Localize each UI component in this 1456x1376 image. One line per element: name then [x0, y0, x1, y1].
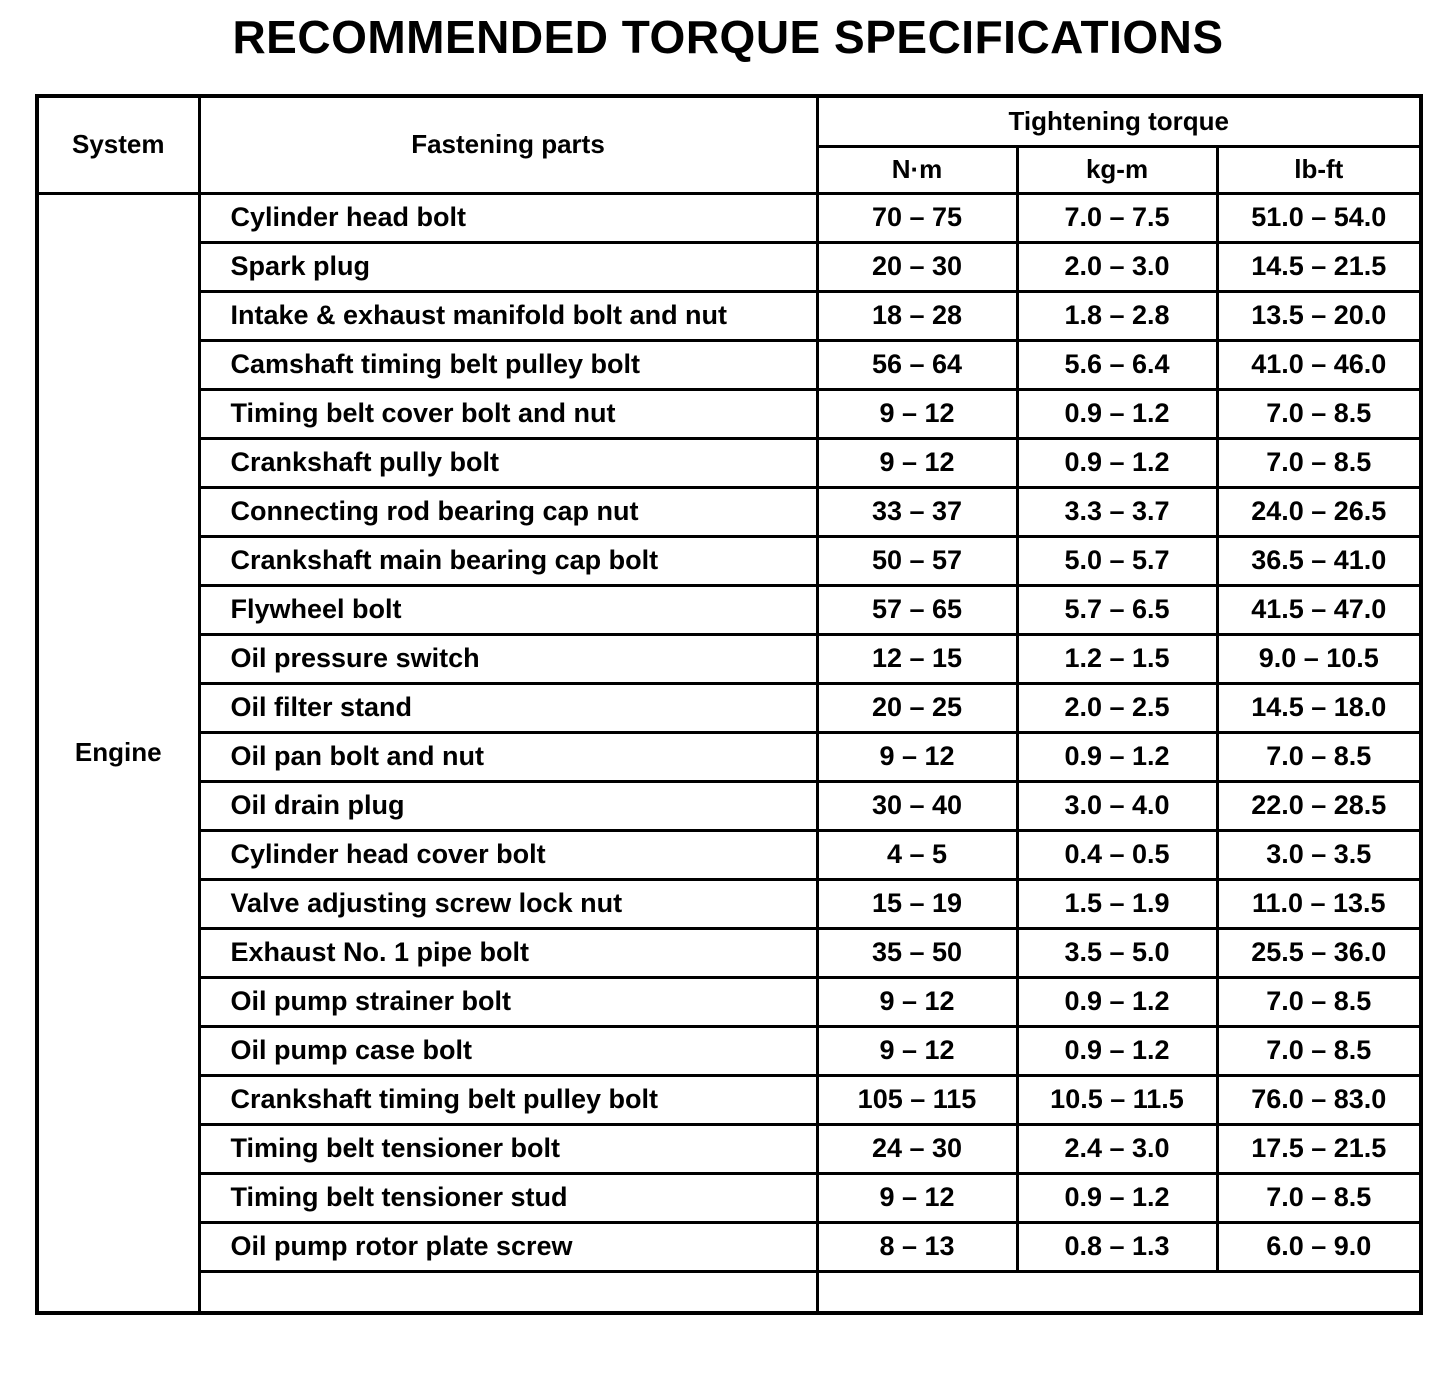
- torque-kgm-cell: 7.0 – 7.5: [1017, 193, 1217, 242]
- torque-lbft-cell: 3.0 – 3.5: [1217, 830, 1421, 879]
- table-row: [37, 340, 1421, 389]
- table-row: [37, 242, 1421, 291]
- torque-kgm-cell: 5.6 – 6.4: [1017, 340, 1217, 389]
- lbft-header: lb-ft: [1217, 146, 1421, 193]
- kgm-header: kg-m: [1017, 146, 1217, 193]
- fastening-part-cell: Timing belt tensioner stud: [199, 1173, 817, 1222]
- torque-nm-cell: 9 – 12: [817, 1173, 1017, 1222]
- table-row: [37, 977, 1421, 1026]
- tightening-torque-header: Tightening torque: [817, 96, 1421, 146]
- table-row: [37, 389, 1421, 438]
- torque-nm-cell: 70 – 75: [817, 193, 1017, 242]
- fastening-part-cell: Oil filter stand: [199, 683, 817, 732]
- nm-header: N·m: [817, 146, 1017, 193]
- fastening-part-cell: Spark plug: [199, 242, 817, 291]
- fastening-part-cell: Cylinder head cover bolt: [199, 830, 817, 879]
- torque-kgm-cell: 2.0 – 3.0: [1017, 242, 1217, 291]
- table-row: [37, 1075, 1421, 1124]
- fastening-part-cell: Oil pan bolt and nut: [199, 732, 817, 781]
- torque-nm-cell: 15 – 19: [817, 879, 1017, 928]
- fastening-part-cell: Valve adjusting screw lock nut: [199, 879, 817, 928]
- torque-kgm-cell: 10.5 – 11.5: [1017, 1075, 1217, 1124]
- fastening-part-cell: Oil pump strainer bolt: [199, 977, 817, 1026]
- table-row: [37, 879, 1421, 928]
- torque-nm-cell: 20 – 30: [817, 242, 1017, 291]
- table-row: [37, 732, 1421, 781]
- torque-kgm-cell: 5.0 – 5.7: [1017, 536, 1217, 585]
- torque-lbft-cell: 11.0 – 13.5: [1217, 879, 1421, 928]
- torque-kgm-cell: 1.5 – 1.9: [1017, 879, 1217, 928]
- torque-lbft-cell: 41.0 – 46.0: [1217, 340, 1421, 389]
- fastening-part-cell: Oil pressure switch: [199, 634, 817, 683]
- torque-lbft-cell: 14.5 – 18.0: [1217, 683, 1421, 732]
- torque-nm-cell: 56 – 64: [817, 340, 1017, 389]
- torque-lbft-cell: 6.0 – 9.0: [1217, 1222, 1421, 1271]
- torque-nm-cell: 33 – 37: [817, 487, 1017, 536]
- fastening-part-cell: Cylinder head bolt: [199, 193, 817, 242]
- torque-lbft-cell: 7.0 – 8.5: [1217, 977, 1421, 1026]
- page-title: RECOMMENDED TORQUE SPECIFICATIONS: [232, 11, 1224, 63]
- torque-kgm-cell: 5.7 – 6.5: [1017, 585, 1217, 634]
- torque-kgm-cell: 0.8 – 1.3: [1017, 1222, 1217, 1271]
- table-row: [37, 683, 1421, 732]
- fastening-part-cell: Camshaft timing belt pulley bolt: [199, 340, 817, 389]
- fastening-part-cell: Exhaust No. 1 pipe bolt: [199, 928, 817, 977]
- fastening-part-cell: Connecting rod bearing cap nut: [199, 487, 817, 536]
- torque-lbft-cell: 7.0 – 8.5: [1217, 438, 1421, 487]
- torque-lbft-cell: 41.5 – 47.0: [1217, 585, 1421, 634]
- fastening-part-cell: Crankshaft pully bolt: [199, 438, 817, 487]
- torque-lbft-cell: 36.5 – 41.0: [1217, 536, 1421, 585]
- torque-nm-cell: 12 – 15: [817, 634, 1017, 683]
- torque-nm-cell: 105 – 115: [817, 1075, 1017, 1124]
- torque-lbft-cell: 14.5 – 21.5: [1217, 242, 1421, 291]
- table-row: [37, 585, 1421, 634]
- torque-nm-cell: 8 – 13: [817, 1222, 1017, 1271]
- torque-lbft-cell: 7.0 – 8.5: [1217, 389, 1421, 438]
- torque-nm-cell: 9 – 12: [817, 438, 1017, 487]
- torque-lbft-cell: 25.5 – 36.0: [1217, 928, 1421, 977]
- torque-spec-table: [35, 94, 1423, 1315]
- torque-kgm-cell: 3.3 – 3.7: [1017, 487, 1217, 536]
- torque-kgm-cell: 0.4 – 0.5: [1017, 830, 1217, 879]
- table-row: [37, 1124, 1421, 1173]
- torque-nm-cell: 9 – 12: [817, 1026, 1017, 1075]
- table-row: [37, 438, 1421, 487]
- torque-nm-cell: 50 – 57: [817, 536, 1017, 585]
- torque-lbft-cell: 51.0 – 54.0: [1217, 193, 1421, 242]
- table-body: [37, 193, 1421, 1313]
- table-row: [37, 1173, 1421, 1222]
- torque-nm-cell: 9 – 12: [817, 389, 1017, 438]
- system-header: System: [37, 96, 199, 193]
- fastening-part-cell: Oil drain plug: [199, 781, 817, 830]
- torque-lbft-cell: 13.5 – 20.0: [1217, 291, 1421, 340]
- torque-nm-cell: 20 – 25: [817, 683, 1017, 732]
- table-row: [37, 193, 1421, 242]
- table-row: [37, 781, 1421, 830]
- torque-nm-cell: 18 – 28: [817, 291, 1017, 340]
- fastening-part-cell: Oil pump case bolt: [199, 1026, 817, 1075]
- torque-kgm-cell: 3.0 – 4.0: [1017, 781, 1217, 830]
- fastening-part-cell: Flywheel bolt: [199, 585, 817, 634]
- torque-lbft-cell: 24.0 – 26.5: [1217, 487, 1421, 536]
- torque-lbft-cell: 9.0 – 10.5: [1217, 634, 1421, 683]
- torque-kgm-cell: 0.9 – 1.2: [1017, 389, 1217, 438]
- system-cell: Engine: [37, 193, 199, 1313]
- torque-nm-cell: 30 – 40: [817, 781, 1017, 830]
- torque-kgm-cell: 0.9 – 1.2: [1017, 732, 1217, 781]
- torque-kgm-cell: 1.8 – 2.8: [1017, 291, 1217, 340]
- torque-lbft-cell: 22.0 – 28.5: [1217, 781, 1421, 830]
- torque-kgm-cell: 0.9 – 1.2: [1017, 1173, 1217, 1222]
- torque-lbft-cell: 7.0 – 8.5: [1217, 732, 1421, 781]
- torque-lbft-cell: 17.5 – 21.5: [1217, 1124, 1421, 1173]
- fastening-part-cell: Timing belt tensioner bolt: [199, 1124, 817, 1173]
- table-row: [37, 830, 1421, 879]
- torque-kgm-cell: 2.4 – 3.0: [1017, 1124, 1217, 1173]
- torque-kgm-cell: 2.0 – 2.5: [1017, 683, 1217, 732]
- fastening-part-cell: Intake & exhaust manifold bolt and nut: [199, 291, 817, 340]
- fastening-parts-header: Fastening parts: [199, 96, 817, 193]
- empty-cell: [817, 1271, 1421, 1313]
- torque-lbft-cell: 7.0 – 8.5: [1217, 1026, 1421, 1075]
- torque-nm-cell: 57 – 65: [817, 585, 1017, 634]
- torque-lbft-cell: 7.0 – 8.5: [1217, 1173, 1421, 1222]
- table-row: [37, 291, 1421, 340]
- table-row: [37, 928, 1421, 977]
- torque-lbft-cell: 76.0 – 83.0: [1217, 1075, 1421, 1124]
- fastening-part-cell: Timing belt cover bolt and nut: [199, 389, 817, 438]
- torque-nm-cell: 35 – 50: [817, 928, 1017, 977]
- torque-kgm-cell: 0.9 – 1.2: [1017, 977, 1217, 1026]
- torque-kgm-cell: 0.9 – 1.2: [1017, 1026, 1217, 1075]
- fastening-part-cell: Crankshaft main bearing cap bolt: [199, 536, 817, 585]
- torque-nm-cell: 9 – 12: [817, 977, 1017, 1026]
- torque-nm-cell: 24 – 30: [817, 1124, 1017, 1173]
- empty-cell: [199, 1271, 817, 1313]
- fastening-part-cell: Oil pump rotor plate screw: [199, 1222, 817, 1271]
- table-row: [37, 487, 1421, 536]
- torque-nm-cell: 9 – 12: [817, 732, 1017, 781]
- torque-kgm-cell: 1.2 – 1.5: [1017, 634, 1217, 683]
- table-row: [37, 1026, 1421, 1075]
- torque-kgm-cell: 3.5 – 5.0: [1017, 928, 1217, 977]
- torque-kgm-cell: 0.9 – 1.2: [1017, 438, 1217, 487]
- empty-row: [37, 1271, 1421, 1313]
- table-row: [37, 1222, 1421, 1271]
- torque-nm-cell: 4 – 5: [817, 830, 1017, 879]
- table-row: [37, 536, 1421, 585]
- fastening-part-cell: Crankshaft timing belt pulley bolt: [199, 1075, 817, 1124]
- table-row: [37, 634, 1421, 683]
